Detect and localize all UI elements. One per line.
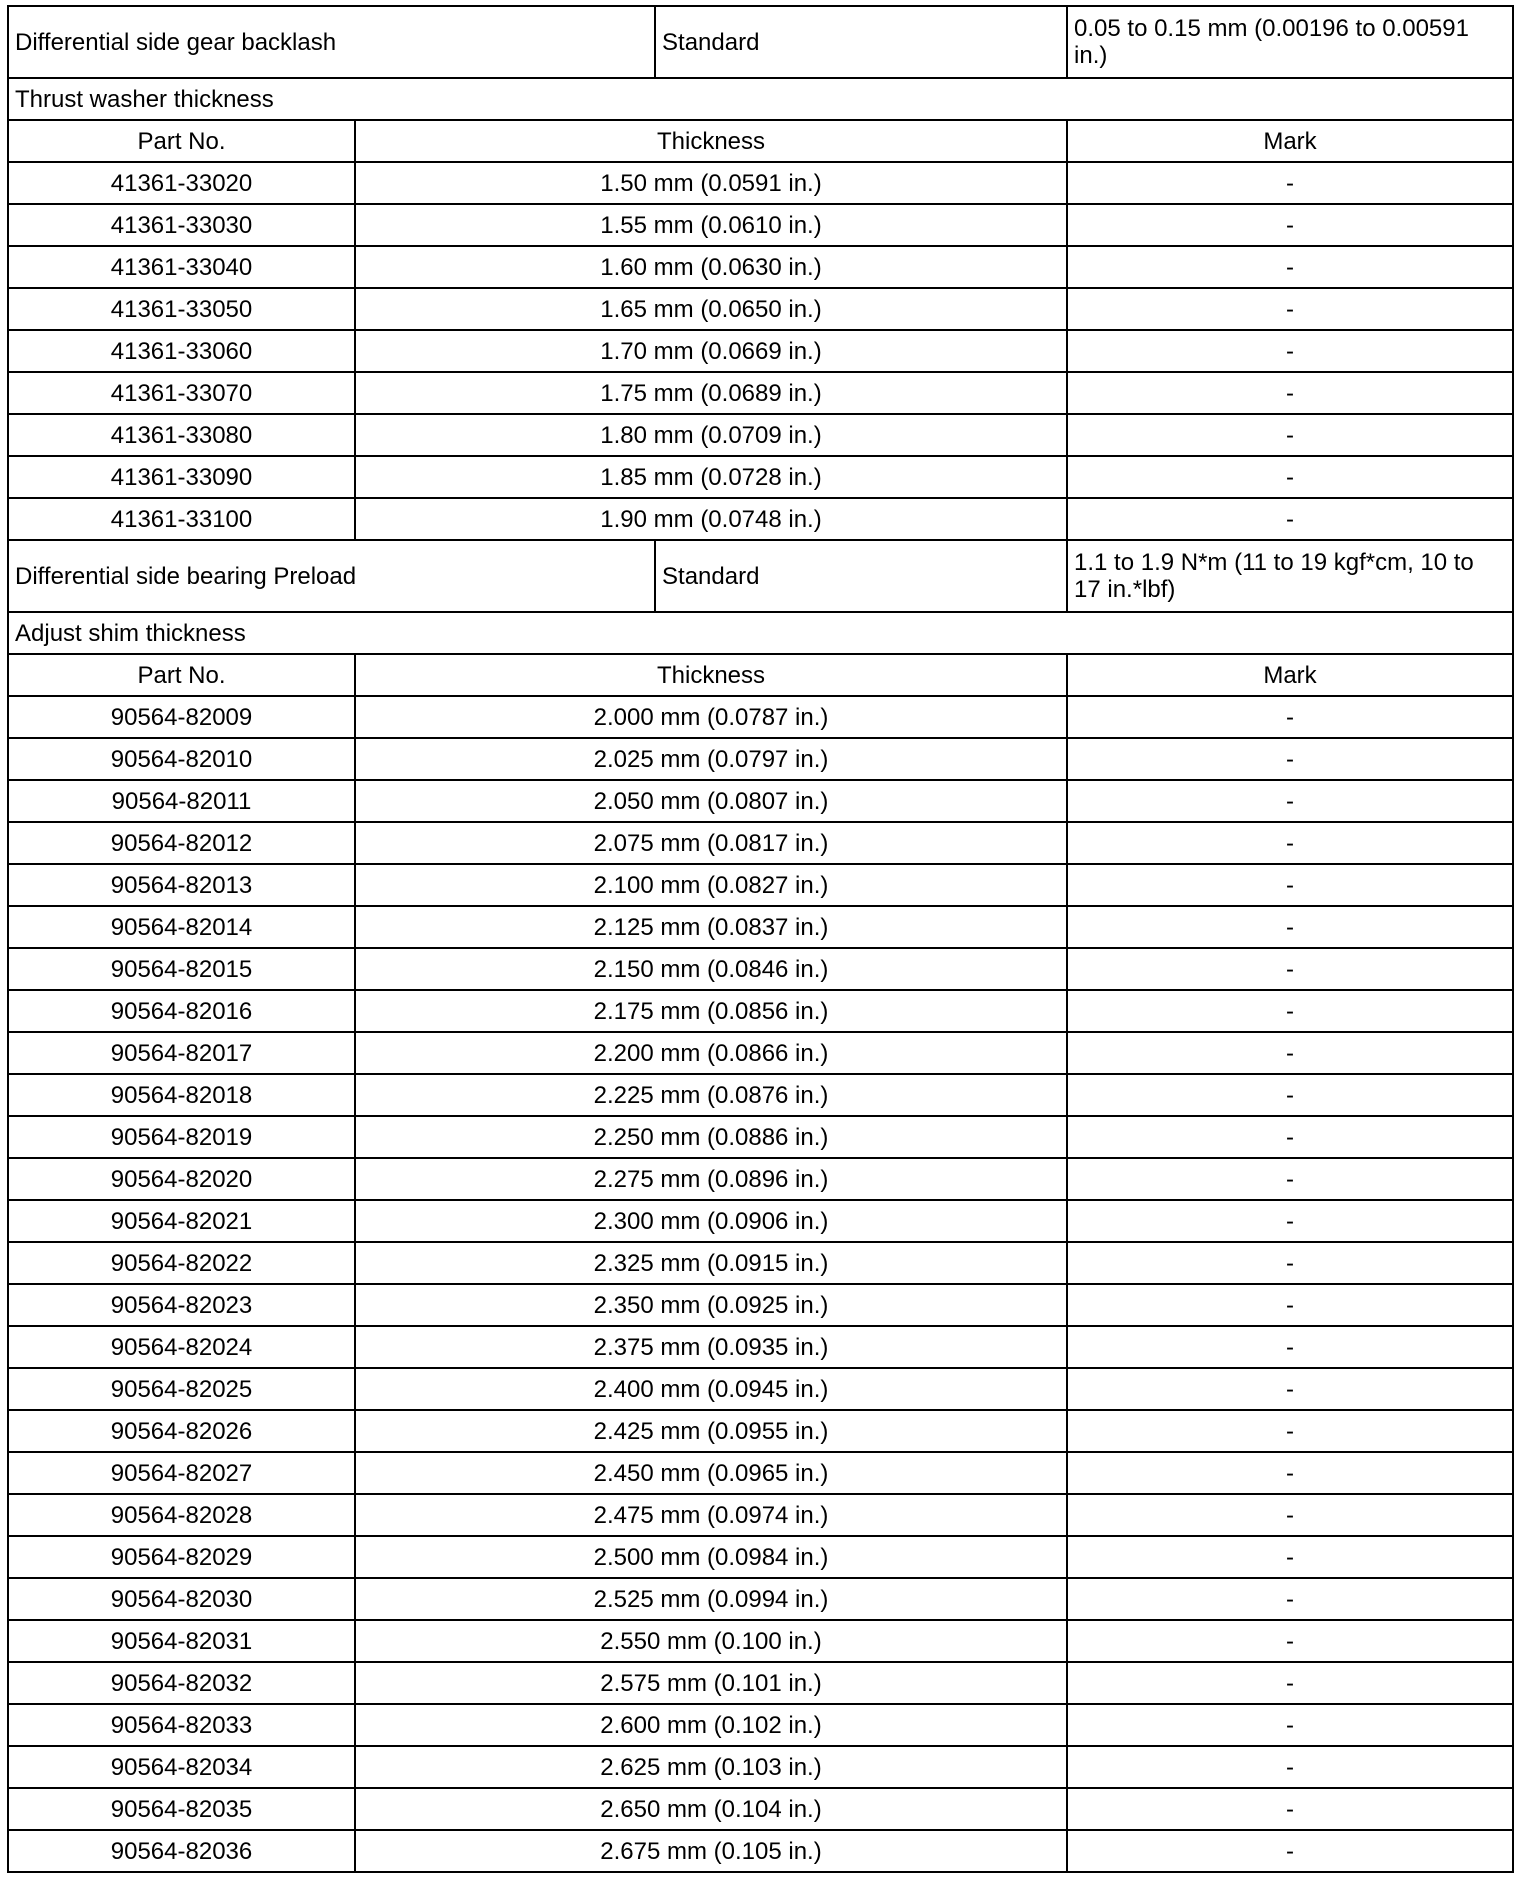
spec-row-backlash <box>8 6 1513 78</box>
table-row <box>8 1284 1513 1326</box>
table-row <box>8 906 1513 948</box>
mark-cell: - <box>1067 822 1513 864</box>
mark-cell: - <box>1067 414 1513 456</box>
table-row <box>8 1578 1513 1620</box>
table-row <box>8 288 1513 330</box>
part-number-cell: 41361-33050 <box>8 288 355 330</box>
spec-item: Differential side bearing Preload <box>8 540 655 612</box>
table-row <box>8 696 1513 738</box>
table-row <box>8 990 1513 1032</box>
column-header-row <box>8 654 1513 696</box>
thickness-cell: 2.275 mm (0.0896 in.) <box>355 1158 1067 1200</box>
part-number-cell: 90564-82030 <box>8 1578 355 1620</box>
spec-table-body <box>8 6 1513 162</box>
thickness-cell: 1.70 mm (0.0669 in.) <box>355 330 1067 372</box>
thickness-cell: 2.450 mm (0.0965 in.) <box>355 1452 1067 1494</box>
spec-row-preload <box>8 540 1513 612</box>
thickness-cell: 2.250 mm (0.0886 in.) <box>355 1116 1067 1158</box>
header-thickness: Thickness <box>355 120 1067 162</box>
table-row <box>8 1326 1513 1368</box>
part-number-cell: 90564-82013 <box>8 864 355 906</box>
spec-condition: Standard <box>655 6 1067 78</box>
thickness-cell: 2.400 mm (0.0945 in.) <box>355 1368 1067 1410</box>
table-row <box>8 1242 1513 1284</box>
table-row <box>8 738 1513 780</box>
table-row <box>8 330 1513 372</box>
thickness-cell: 2.575 mm (0.101 in.) <box>355 1662 1067 1704</box>
part-number-cell: 90564-82028 <box>8 1494 355 1536</box>
mark-cell: - <box>1067 948 1513 990</box>
mark-cell: - <box>1067 1452 1513 1494</box>
thickness-cell: 2.200 mm (0.0866 in.) <box>355 1032 1067 1074</box>
mark-cell: - <box>1067 1830 1513 1872</box>
thickness-cell: 1.90 mm (0.0748 in.) <box>355 498 1067 540</box>
thickness-cell: 1.80 mm (0.0709 in.) <box>355 414 1067 456</box>
part-number-cell: 90564-82024 <box>8 1326 355 1368</box>
section-title: Adjust shim thickness <box>8 612 1513 654</box>
part-number-cell: 90564-82014 <box>8 906 355 948</box>
mark-cell: - <box>1067 990 1513 1032</box>
thickness-cell: 2.675 mm (0.105 in.) <box>355 1830 1067 1872</box>
table-row <box>8 246 1513 288</box>
part-number-cell: 90564-82020 <box>8 1158 355 1200</box>
table-row <box>8 1536 1513 1578</box>
header-part-no: Part No. <box>8 654 355 696</box>
table-row <box>8 1410 1513 1452</box>
part-number-cell: 41361-33030 <box>8 204 355 246</box>
thickness-cell: 2.525 mm (0.0994 in.) <box>355 1578 1067 1620</box>
spec-value: 1.1 to 1.9 N*m (11 to 19 kgf*cm, 10 to 17 in.*lbf) <box>1067 540 1513 612</box>
thickness-cell: 1.60 mm (0.0630 in.) <box>355 246 1067 288</box>
part-number-cell: 41361-33080 <box>8 414 355 456</box>
thickness-cell: 1.50 mm (0.0591 in.) <box>355 162 1067 204</box>
table-row <box>8 1746 1513 1788</box>
mark-cell: - <box>1067 498 1513 540</box>
preload-section <box>8 540 1513 696</box>
part-number-cell: 41361-33090 <box>8 456 355 498</box>
thickness-cell: 2.000 mm (0.0787 in.) <box>355 696 1067 738</box>
part-number-cell: 90564-82015 <box>8 948 355 990</box>
thickness-cell: 2.375 mm (0.0935 in.) <box>355 1326 1067 1368</box>
part-number-cell: 90564-82033 <box>8 1704 355 1746</box>
mark-cell: - <box>1067 1032 1513 1074</box>
header-mark: Mark <box>1067 120 1513 162</box>
part-number-cell: 90564-82012 <box>8 822 355 864</box>
mark-cell: - <box>1067 1578 1513 1620</box>
table-row <box>8 1158 1513 1200</box>
table-row <box>8 822 1513 864</box>
table-row <box>8 1620 1513 1662</box>
part-number-cell: 90564-82025 <box>8 1368 355 1410</box>
thickness-cell: 1.75 mm (0.0689 in.) <box>355 372 1067 414</box>
thickness-cell: 2.500 mm (0.0984 in.) <box>355 1536 1067 1578</box>
thickness-cell: 2.150 mm (0.0846 in.) <box>355 948 1067 990</box>
table-row <box>8 1368 1513 1410</box>
table-row <box>8 864 1513 906</box>
part-number-cell: 90564-82018 <box>8 1074 355 1116</box>
part-number-cell: 90564-82016 <box>8 990 355 1032</box>
mark-cell: - <box>1067 330 1513 372</box>
mark-cell: - <box>1067 1200 1513 1242</box>
mark-cell: - <box>1067 1326 1513 1368</box>
mark-cell: - <box>1067 738 1513 780</box>
table-row <box>8 1494 1513 1536</box>
part-number-cell: 90564-82009 <box>8 696 355 738</box>
part-number-cell: 90564-82032 <box>8 1662 355 1704</box>
section-title-row <box>8 78 1513 120</box>
mark-cell: - <box>1067 1494 1513 1536</box>
table-row <box>8 1032 1513 1074</box>
thickness-cell: 2.550 mm (0.100 in.) <box>355 1620 1067 1662</box>
thickness-cell: 2.650 mm (0.104 in.) <box>355 1788 1067 1830</box>
mark-cell: - <box>1067 1620 1513 1662</box>
mark-cell: - <box>1067 204 1513 246</box>
mark-cell: - <box>1067 162 1513 204</box>
spec-value: 0.05 to 0.15 mm (0.00196 to 0.00591 in.) <box>1067 6 1513 78</box>
section-title-row <box>8 612 1513 654</box>
part-number-cell: 90564-82011 <box>8 780 355 822</box>
thickness-cell: 2.025 mm (0.0797 in.) <box>355 738 1067 780</box>
table-row <box>8 1116 1513 1158</box>
table-row <box>8 498 1513 540</box>
part-number-cell: 90564-82026 <box>8 1410 355 1452</box>
part-number-cell: 41361-33020 <box>8 162 355 204</box>
part-number-cell: 90564-82035 <box>8 1788 355 1830</box>
thickness-cell: 2.350 mm (0.0925 in.) <box>355 1284 1067 1326</box>
mark-cell: - <box>1067 1536 1513 1578</box>
table-row <box>8 414 1513 456</box>
thickness-cell: 2.100 mm (0.0827 in.) <box>355 864 1067 906</box>
mark-cell: - <box>1067 1662 1513 1704</box>
table-row <box>8 1662 1513 1704</box>
thickness-cell: 2.425 mm (0.0955 in.) <box>355 1410 1067 1452</box>
thickness-cell: 2.125 mm (0.0837 in.) <box>355 906 1067 948</box>
table-row <box>8 1788 1513 1830</box>
thickness-cell: 2.325 mm (0.0915 in.) <box>355 1242 1067 1284</box>
part-number-cell: 90564-82034 <box>8 1746 355 1788</box>
header-thickness: Thickness <box>355 654 1067 696</box>
table-row <box>8 1830 1513 1872</box>
mark-cell: - <box>1067 1368 1513 1410</box>
header-mark: Mark <box>1067 654 1513 696</box>
thickness-cell: 2.475 mm (0.0974 in.) <box>355 1494 1067 1536</box>
spec-condition: Standard <box>655 540 1067 612</box>
part-number-cell: 90564-82019 <box>8 1116 355 1158</box>
thickness-cell: 2.225 mm (0.0876 in.) <box>355 1074 1067 1116</box>
mark-cell: - <box>1067 288 1513 330</box>
spec-table <box>7 5 1514 1873</box>
mark-cell: - <box>1067 1746 1513 1788</box>
part-number-cell: 90564-82027 <box>8 1452 355 1494</box>
part-number-cell: 90564-82031 <box>8 1620 355 1662</box>
thickness-cell: 2.050 mm (0.0807 in.) <box>355 780 1067 822</box>
table-row <box>8 1452 1513 1494</box>
part-number-cell: 90564-82022 <box>8 1242 355 1284</box>
mark-cell: - <box>1067 1116 1513 1158</box>
thickness-cell: 2.625 mm (0.103 in.) <box>355 1746 1067 1788</box>
table-row <box>8 780 1513 822</box>
mark-cell: - <box>1067 1704 1513 1746</box>
thickness-cell: 1.65 mm (0.0650 in.) <box>355 288 1067 330</box>
part-number-cell: 90564-82017 <box>8 1032 355 1074</box>
mark-cell: - <box>1067 1074 1513 1116</box>
part-number-cell: 90564-82029 <box>8 1536 355 1578</box>
part-number-cell: 90564-82021 <box>8 1200 355 1242</box>
thickness-cell: 2.600 mm (0.102 in.) <box>355 1704 1067 1746</box>
table-row <box>8 948 1513 990</box>
table-row <box>8 456 1513 498</box>
thickness-cell: 2.075 mm (0.0817 in.) <box>355 822 1067 864</box>
thrust-washer-rows <box>8 162 1513 540</box>
mark-cell: - <box>1067 1410 1513 1452</box>
thickness-cell: 2.175 mm (0.0856 in.) <box>355 990 1067 1032</box>
section-title: Thrust washer thickness <box>8 78 1513 120</box>
mark-cell: - <box>1067 1284 1513 1326</box>
mark-cell: - <box>1067 780 1513 822</box>
table-row <box>8 162 1513 204</box>
mark-cell: - <box>1067 1242 1513 1284</box>
adjust-shim-rows <box>8 696 1513 1872</box>
mark-cell: - <box>1067 906 1513 948</box>
part-number-cell: 41361-33060 <box>8 330 355 372</box>
part-number-cell: 41361-33070 <box>8 372 355 414</box>
mark-cell: - <box>1067 456 1513 498</box>
thickness-cell: 1.55 mm (0.0610 in.) <box>355 204 1067 246</box>
table-row <box>8 1704 1513 1746</box>
part-number-cell: 41361-33100 <box>8 498 355 540</box>
table-row <box>8 204 1513 246</box>
mark-cell: - <box>1067 1788 1513 1830</box>
table-row <box>8 1200 1513 1242</box>
thickness-cell: 2.300 mm (0.0906 in.) <box>355 1200 1067 1242</box>
part-number-cell: 90564-82036 <box>8 1830 355 1872</box>
part-number-cell: 41361-33040 <box>8 246 355 288</box>
mark-cell: - <box>1067 246 1513 288</box>
thickness-cell: 1.85 mm (0.0728 in.) <box>355 456 1067 498</box>
column-header-row <box>8 120 1513 162</box>
mark-cell: - <box>1067 696 1513 738</box>
mark-cell: - <box>1067 1158 1513 1200</box>
table-row <box>8 1074 1513 1116</box>
spec-item: Differential side gear backlash <box>8 6 655 78</box>
part-number-cell: 90564-82023 <box>8 1284 355 1326</box>
mark-cell: - <box>1067 372 1513 414</box>
header-part-no: Part No. <box>8 120 355 162</box>
table-row <box>8 372 1513 414</box>
part-number-cell: 90564-82010 <box>8 738 355 780</box>
mark-cell: - <box>1067 864 1513 906</box>
